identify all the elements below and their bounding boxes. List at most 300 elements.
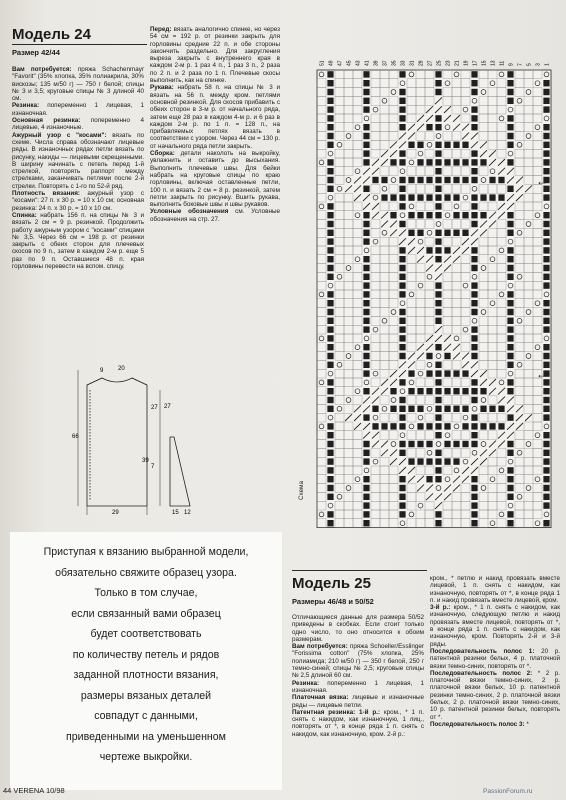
purl-stitch	[543, 265, 549, 271]
row-number: 9	[508, 63, 515, 66]
row-number: 7	[517, 63, 524, 66]
purl-stitch	[417, 441, 423, 447]
purl-stitch	[471, 247, 477, 253]
purl-stitch	[408, 230, 414, 236]
purl-stitch	[417, 230, 423, 236]
purl-stitch	[453, 406, 459, 412]
purl-stitch	[543, 98, 549, 104]
purl-stitch	[453, 142, 459, 148]
purl-stitch	[381, 177, 387, 183]
purl-stitch	[471, 80, 477, 86]
purl-stitch	[453, 177, 459, 183]
purl-stitch	[489, 423, 495, 429]
purl-stitch	[471, 212, 477, 218]
notice-line: совпадут с данными,	[94, 710, 198, 722]
purl-stitch	[426, 353, 432, 359]
paragraph-lead: Плотность вязания:	[12, 190, 81, 198]
purl-stitch	[399, 106, 405, 112]
purl-stitch	[471, 71, 477, 77]
purl-stitch	[399, 247, 405, 253]
purl-stitch	[471, 124, 477, 130]
purl-stitch	[435, 511, 441, 517]
notice-box	[10, 532, 282, 790]
purl-stitch	[435, 291, 441, 297]
purl-stitch	[399, 89, 405, 95]
purl-stitch	[327, 388, 333, 394]
purl-stitch	[480, 423, 486, 429]
purl-stitch	[471, 414, 477, 420]
purl-stitch	[399, 291, 405, 297]
purl-stitch	[480, 388, 486, 394]
row-number: 17	[472, 60, 479, 66]
purl-stitch	[507, 124, 513, 130]
paragraph	[12, 190, 144, 212]
row-number: 39	[373, 60, 380, 66]
purl-stitch	[471, 115, 477, 121]
purl-stitch	[327, 423, 333, 429]
purl-stitch	[471, 282, 477, 288]
purl-stitch	[507, 265, 513, 271]
purl-stitch	[327, 247, 333, 253]
purl-stitch	[363, 212, 369, 218]
notice-line: будет соответствовать	[90, 628, 202, 640]
row-number: 47	[337, 60, 344, 66]
purl-stitch	[507, 221, 513, 227]
row-number: 23	[445, 60, 452, 66]
purl-stitch	[417, 388, 423, 394]
purl-stitch	[399, 318, 405, 324]
model25-title: Модель 25	[292, 575, 371, 592]
row-number: 29	[418, 60, 425, 66]
purl-stitch	[435, 300, 441, 306]
purl-stitch	[426, 212, 432, 218]
purl-stitch	[417, 423, 423, 429]
purl-stitch	[543, 458, 549, 464]
purl-stitch	[462, 159, 468, 165]
purl-stitch	[507, 274, 513, 280]
purl-stitch	[327, 476, 333, 482]
purl-stitch	[408, 406, 414, 412]
purl-stitch	[417, 159, 423, 165]
purl-stitch	[444, 441, 450, 447]
purl-stitch	[507, 98, 513, 104]
purl-stitch	[399, 124, 405, 130]
paragraph-text: попеременно 1 лицевая, 1 изнаночная.	[12, 102, 144, 117]
purl-stitch	[399, 502, 405, 508]
purl-stitch	[390, 423, 396, 429]
purl-stitch	[453, 388, 459, 394]
purl-stitch	[507, 485, 513, 491]
paragraph-text: кром., * 1 п. снять с накидом, как изнаночную, следующую петлю и накид провязать вместе лицевой, повторять от *, в конце ряда 1 п. снять с накидом, как изнаночную, кром. Повторять 2-й и 3-й ряды.	[430, 604, 560, 648]
paragraph-text: * 2 р. платочной вязки темно-синих, 2 р. платочной вязки белых, 10 р. патентной резинки темно-синих, 2 р. платочной вязки белых, 2 р. платочной вязки темно-синих, 10 р. патентной резинки белых, повторять от *.	[430, 669, 561, 721]
purl-stitch	[399, 177, 405, 183]
purl-stitch	[543, 212, 549, 218]
purl-stitch	[327, 467, 333, 473]
row-number: 51	[319, 60, 326, 66]
purl-stitch	[363, 274, 369, 280]
row-number: 3	[535, 63, 542, 66]
purl-stitch	[435, 230, 441, 236]
purl-stitch	[480, 159, 486, 165]
knitting-chart	[314, 40, 554, 532]
purl-stitch	[327, 238, 333, 244]
purl-stitch	[489, 177, 495, 183]
arrow-left-icon: ←	[536, 174, 548, 188]
purl-stitch	[327, 511, 333, 517]
purl-stitch	[435, 458, 441, 464]
purl-stitch	[543, 309, 549, 315]
purl-stitch	[363, 476, 369, 482]
purl-stitch	[417, 406, 423, 412]
purl-stitch	[543, 230, 549, 236]
purl-stitch	[327, 177, 333, 183]
purl-stitch	[363, 106, 369, 112]
purl-stitch	[408, 370, 414, 376]
purl-stitch	[426, 458, 432, 464]
scheme-label: Схема	[298, 481, 305, 500]
purl-stitch	[471, 177, 477, 183]
purl-stitch	[399, 335, 405, 341]
paragraph-lead: Последовательность полос 1:	[430, 647, 535, 655]
paragraph	[12, 132, 144, 190]
purl-stitch	[327, 265, 333, 271]
purl-stitch	[507, 335, 513, 341]
purl-stitch	[426, 194, 432, 200]
purl-stitch	[543, 520, 549, 526]
notice-line: приведенными на уменьшенном	[66, 730, 226, 743]
purl-stitch	[471, 353, 477, 359]
purl-stitch	[543, 247, 549, 253]
purl-stitch	[363, 98, 369, 104]
paragraph-text: пряжа Schoeller/Esslinger "Forissima cotton" (75% хлопка, 25% полиамида; 210 м/50 г) — 350 г белой, 250 г темно-синей; спицы № 2,5; круговые спицы № 2,5 длиной 60 см.	[292, 643, 424, 680]
purl-stitch	[507, 388, 513, 394]
purl-stitch	[399, 423, 405, 429]
purl-stitch	[507, 414, 513, 420]
notice-line: если связанный вами образец	[71, 607, 221, 620]
purl-stitch	[417, 177, 423, 183]
purl-stitch	[327, 362, 333, 368]
purl-stitch	[327, 89, 333, 95]
purl-stitch	[399, 221, 405, 227]
purl-stitch	[435, 397, 441, 403]
purl-stitch	[417, 142, 423, 148]
purl-stitch	[327, 212, 333, 218]
purl-stitch	[408, 388, 414, 394]
purl-stitch	[435, 406, 441, 412]
purl-stitch	[399, 344, 405, 350]
purl-stitch	[435, 379, 441, 385]
paragraph	[150, 84, 280, 150]
purl-stitch	[471, 388, 477, 394]
schematic-drawing	[60, 360, 195, 520]
paragraph-lead: Условные обозначения	[150, 208, 229, 216]
purl-stitch	[543, 406, 549, 412]
purl-stitch	[363, 494, 369, 500]
purl-stitch	[399, 511, 405, 517]
purl-stitch	[426, 388, 432, 394]
watermark: PassionForum.ru	[483, 788, 533, 795]
purl-stitch	[363, 450, 369, 456]
purl-stitch	[435, 467, 441, 473]
paragraph-text: попеременно 1 лицевая, 1 изнаночная.	[292, 679, 424, 694]
purl-stitch	[408, 441, 414, 447]
purl-stitch	[363, 159, 369, 165]
purl-stitch	[408, 142, 414, 148]
model25-size: Размеры 46/48 и 50/52	[292, 597, 374, 606]
purl-stitch	[327, 142, 333, 148]
paragraph-text: кром., * 1 п. снять с накидом, как изнаночную, 1 лиц., повторять от *, в конце ряда 1 п. снять с накидом, как изнаночную, кром. 2-й р.:	[292, 708, 424, 738]
purl-stitch	[435, 124, 441, 130]
purl-stitch	[435, 318, 441, 324]
purl-stitch	[399, 414, 405, 420]
paragraph-text: набрать 156 п. на спицы № 3 и вязать 2 см = 9 р. резинкой. Продолжить работу ажурным узором с "косами" спицами № 3,5. Через 66 см = 198 р. от резинки закрыть с обеих сторон для плечевых скосов по 9 п., затем в каждом 2-м р. еще 5 раз по 9 п. Оставшиеся 48 п. края горловины перевести на вспом. спицу.	[12, 211, 144, 271]
purl-stitch	[480, 212, 486, 218]
purl-stitch	[327, 203, 333, 209]
purl-stitch	[435, 89, 441, 95]
purl-stitch	[363, 318, 369, 324]
purl-stitch	[399, 450, 405, 456]
purl-stitch	[363, 282, 369, 288]
paragraph-lead: Последовательность полос 2:	[430, 669, 533, 677]
paragraph	[292, 614, 424, 643]
dim-label: 66	[72, 434, 79, 440]
purl-stitch	[444, 353, 450, 359]
purl-stitch	[444, 458, 450, 464]
purl-stitch	[390, 212, 396, 218]
paragraph-text: ажурный узор с "косами": 27 п. x 30 р. = 10 x 10 см; основная резинка: 24 п. x 30 р. = 10 x 10 см.	[12, 190, 144, 212]
purl-stitch	[489, 406, 495, 412]
purl-stitch	[399, 98, 405, 104]
purl-stitch	[372, 177, 378, 183]
dim-label: 7	[151, 464, 155, 470]
purl-stitch	[327, 309, 333, 315]
purl-stitch	[471, 106, 477, 112]
purl-stitch	[435, 159, 441, 165]
purl-stitch	[507, 353, 513, 359]
purl-stitch	[327, 520, 333, 526]
purl-stitch	[543, 326, 549, 332]
purl-stitch	[435, 71, 441, 77]
purl-stitch	[327, 458, 333, 464]
purl-stitch	[480, 194, 486, 200]
purl-stitch	[543, 89, 549, 95]
paragraph-lead: Платочная вязка:	[292, 694, 349, 702]
purl-stitch	[498, 423, 504, 429]
paragraph-text: детали наколоть на выкройку, увлажнить и оставить до высыхания. Выполнить плечевые швы. Для бейки набрать на круговые спицы по краю горловины, включая оставленные петли, 100 п. и вязать 2 см = 8 р. резинкой, затем петли закрыть по рисунку. Вшить рукава, выполнить боковые швы и швы рукавов.	[150, 150, 280, 209]
purl-stitch	[507, 520, 513, 526]
purl-stitch	[399, 203, 405, 209]
paragraph-text: вязать аналогично спинке, но через 54 см = 192 р. от резинки закрыть для горловины средние 22 п. и обе стороны закончить раздельно. Для закругления выреза закрыть с внутреннего края в каждом 2-м р. 1 раз 4 п., 1 раз 3 п., 2 раза по 2 п. и 2 раза по 1 п. Плечевые скосы выполнить, как на спинке.	[150, 26, 280, 85]
purl-stitch	[507, 494, 513, 500]
purl-stitch	[498, 177, 504, 183]
purl-stitch	[417, 458, 423, 464]
purl-stitch	[435, 309, 441, 315]
purl-stitch	[390, 159, 396, 165]
purl-stitch	[363, 291, 369, 297]
purl-stitch	[507, 379, 513, 385]
purl-stitch	[507, 362, 513, 368]
paragraph-lead: Резинка:	[12, 102, 40, 110]
purl-stitch	[462, 177, 468, 183]
paragraph-lead: Рукава:	[150, 84, 174, 92]
purl-stitch	[471, 344, 477, 350]
purl-stitch	[507, 142, 513, 148]
purl-stitch	[363, 485, 369, 491]
purl-stitch	[543, 502, 549, 508]
purl-stitch	[543, 388, 549, 394]
purl-stitch	[543, 467, 549, 473]
purl-stitch	[507, 89, 513, 95]
purl-stitch	[543, 133, 549, 139]
paragraph-text: набрать 58 п. на спицы № 3 и вязать на 56 п. между кром. петлями основной резинкой. Для скосов прибавить с обеих сторон в 3-м р. от начального ряда, затем еще 28 раз в каждом 4-м р. и 6 раз в каждом 2-м р. по 1 п. = 128 п., на прибавляемых петлях вязать в соответствии с узором. Через 44 см = 130 р. от начального ряда петли закрыть.	[150, 84, 280, 150]
purl-stitch	[435, 370, 441, 376]
paragraph-lead: Ажурный узор с "косами":	[12, 131, 107, 139]
purl-stitch	[363, 80, 369, 86]
paragraph-text: кром., * петлю и накид провязать вместе лицевой, 1 п. снять с накидом, как изнаночную, повторять от *, в конце ряда 1 п. и накид провязать вместе лицевой, кром.	[430, 575, 560, 604]
purl-stitch	[543, 318, 549, 324]
model25-column-2	[430, 575, 560, 728]
paragraph	[430, 575, 560, 604]
purl-stitch	[399, 194, 405, 200]
purl-stitch	[435, 414, 441, 420]
purl-stitch	[399, 282, 405, 288]
purl-stitch	[462, 406, 468, 412]
paragraph-lead: Вам потребуется:	[12, 66, 72, 73]
purl-stitch	[507, 326, 513, 332]
row-number: 21	[454, 60, 461, 66]
purl-stitch	[471, 502, 477, 508]
purl-stitch	[408, 212, 414, 218]
paragraph-lead: Основная резинка:	[12, 117, 81, 125]
purl-stitch	[471, 335, 477, 341]
paragraph	[12, 66, 144, 102]
purl-stitch	[327, 379, 333, 385]
notice-line: Только в том случае,	[94, 587, 198, 599]
purl-stitch	[471, 168, 477, 174]
purl-stitch	[471, 265, 477, 271]
purl-stitch	[399, 326, 405, 332]
purl-stitch	[363, 71, 369, 77]
purl-stitch	[435, 115, 441, 121]
purl-stitch	[435, 150, 441, 156]
row-number: 33	[400, 60, 407, 66]
purl-stitch	[444, 388, 450, 394]
purl-stitch	[363, 256, 369, 262]
purl-stitch	[471, 494, 477, 500]
row-number: 1	[544, 63, 551, 66]
purl-stitch	[363, 150, 369, 156]
model24-size: Размер 42/44	[12, 48, 60, 57]
purl-stitch	[507, 344, 513, 350]
purl-stitch	[471, 309, 477, 315]
purl-stitch	[399, 186, 405, 192]
purl-stitch	[399, 494, 405, 500]
purl-stitch	[435, 362, 441, 368]
purl-stitch	[507, 511, 513, 517]
row-number: 27	[427, 60, 434, 66]
purl-stitch	[471, 423, 477, 429]
purl-stitch	[426, 423, 432, 429]
model24-title: Модель 24	[12, 26, 91, 43]
purl-stitch	[453, 159, 459, 165]
purl-stitch	[444, 142, 450, 148]
purl-stitch	[363, 370, 369, 376]
purl-stitch	[363, 221, 369, 227]
purl-stitch	[426, 441, 432, 447]
purl-stitch	[363, 388, 369, 394]
paragraph-lead: Резинка:	[292, 679, 320, 687]
purl-stitch	[444, 406, 450, 412]
purl-stitch	[507, 212, 513, 218]
purl-stitch	[327, 159, 333, 165]
purl-stitch	[363, 520, 369, 526]
purl-stitch	[543, 194, 549, 200]
paragraph	[430, 721, 560, 728]
purl-stitch	[426, 159, 432, 165]
paragraph-text: лицевые и изнаночные ряды — лицевые петли.	[292, 694, 424, 709]
purl-stitch	[399, 159, 405, 165]
purl-stitch	[327, 291, 333, 297]
purl-stitch	[444, 159, 450, 165]
purl-stitch	[435, 282, 441, 288]
row-number: 49	[328, 60, 335, 66]
purl-stitch	[498, 194, 504, 200]
purl-stitch	[471, 256, 477, 262]
row-number: 5	[526, 63, 533, 66]
paragraph	[430, 670, 560, 721]
purl-stitch	[327, 300, 333, 306]
paragraph	[430, 648, 560, 670]
purl-stitch	[507, 133, 513, 139]
purl-stitch	[399, 309, 405, 315]
purl-stitch	[435, 238, 441, 244]
paragraph	[292, 694, 424, 709]
purl-stitch	[399, 379, 405, 385]
purl-stitch	[363, 230, 369, 236]
purl-stitch	[363, 142, 369, 148]
purl-stitch	[543, 441, 549, 447]
paragraph	[292, 680, 424, 695]
dim-label: 27	[151, 405, 158, 411]
purl-stitch	[471, 203, 477, 209]
purl-stitch	[507, 476, 513, 482]
purl-stitch	[363, 353, 369, 359]
paragraph-text: вязать по схеме. Числа справа обозначают лицевые ряды. В изнаночных рядах петли вязать по рисунку, накиды — лицевыми скрещенными. В ширину начинать с петель перед 1-й стрелкой, повторять раппорт между стрелками, заканчивать петлями после 2-й стрелки. Повторять с 1-го по 52-й ряд.	[12, 131, 144, 190]
purl-stitch	[363, 458, 369, 464]
purl-stitch	[399, 485, 405, 491]
purl-stitch	[471, 300, 477, 306]
purl-stitch	[408, 194, 414, 200]
purl-stitch	[507, 441, 513, 447]
purl-stitch	[363, 133, 369, 139]
purl-stitch	[399, 256, 405, 262]
row-number: 37	[382, 60, 389, 66]
purl-stitch	[543, 432, 549, 438]
purl-stitch	[498, 406, 504, 412]
dim-label: 9	[100, 368, 104, 374]
purl-stitch	[444, 177, 450, 183]
purl-stitch	[435, 212, 441, 218]
purl-stitch	[462, 142, 468, 148]
purl-stitch	[543, 274, 549, 280]
paragraph-lead: Вам потребуется:	[292, 643, 348, 651]
purl-stitch	[435, 177, 441, 183]
purl-stitch	[471, 441, 477, 447]
paragraph-lead: Патентная резинка: 1-й р.:	[292, 708, 381, 716]
purl-stitch	[435, 388, 441, 394]
purl-stitch	[399, 441, 405, 447]
purl-stitch	[327, 406, 333, 412]
